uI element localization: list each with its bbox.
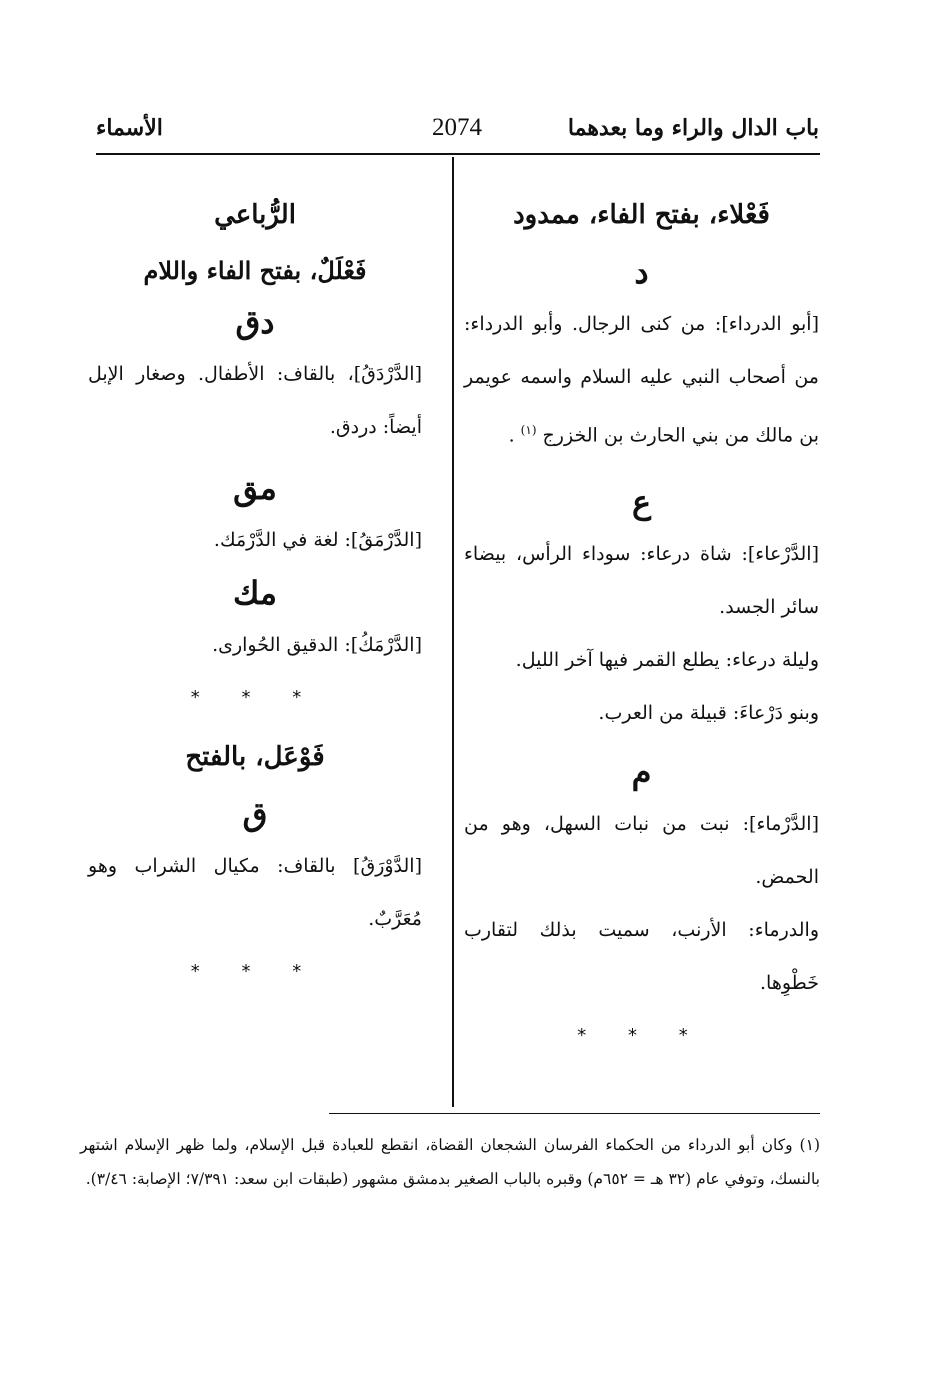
entry-darmak: [الدَّرْمَكُ]: الدقيق الحُوارى. <box>212 634 422 656</box>
entry-dawraq: [الدَّوْرَقُ] بالقاف: مكيال الشراب وهو مُعَرَّبٌ. <box>88 855 422 930</box>
entry-darmaq: [الدَّرْمَقُ]: لغة في الدَّرْمَك. <box>213 529 422 551</box>
letter-heading-dal: د <box>634 253 649 291</box>
footnote-marker: (١) <box>520 423 537 437</box>
separator-stars-2: * * * <box>190 961 320 982</box>
entry-text: [أبو الدرداء]: من كنى الرجال. وأبو الدرداء: من أصحاب النبي عليه السلام واسمه عويمر بن مالك من بني الحارث بن الخزرج <box>464 313 819 447</box>
entry-abu-darda <box>464 298 819 462</box>
section-title: الأسماء <box>96 115 163 141</box>
right-column <box>464 190 819 1062</box>
letter-heading-q: ق <box>242 795 268 833</box>
entry-end: . <box>508 424 515 447</box>
page-number: 2074 <box>432 114 482 141</box>
chapter-title: باب الدال والراء وما بعدهما <box>567 115 819 141</box>
entry-dara: [الدَّرْعاء]: شاة درعاء: سوداء الرأس، بيضاء سائر الجسد. <box>464 543 819 619</box>
entry-layla: وليلة درعاء: يطلع القمر فيها آخر الليل. <box>515 649 819 672</box>
letter-heading-dq: دق <box>235 303 275 341</box>
letter-heading-mim: م <box>631 753 652 792</box>
entry-darma: [الدَّرْماء]: نبت من نبات السهل، وهو من الحمض. <box>464 813 819 889</box>
separator-stars: * * * <box>577 1025 706 1047</box>
entry-dardaq: [الدَّرْدَقُ]، بالقاف: الأطفال. وصغار الإبل أيضاً: دردق. <box>88 363 422 438</box>
left-column <box>88 190 422 998</box>
pattern-heading: فَعْلاء، بفتح الفاء، ممدود <box>513 200 770 230</box>
letter-heading-mq: مق <box>233 469 277 507</box>
pattern-heading-fawal: فَوْعَل، بالفتح <box>185 742 325 772</box>
quadriliteral-heading: الرُّباعي <box>214 200 296 230</box>
separator-stars-1: * * * <box>190 687 320 708</box>
entry-banu: وبنو دَرْعاءَ: قبيلة من العرب. <box>598 702 819 725</box>
letter-heading-mk: مك <box>232 574 278 612</box>
pattern-heading-falal: فَعْلَلٌ، بفتح الفاء واللام <box>143 256 367 285</box>
footnote: (١) وكان أبو الدرداء من الحكماء الفرسان الشجعان القضاة، انقطع للعبادة قبل الإسلام، ولما ظهر الإسلام اشتهر بالنسك، وتوفي عام (٣٢ هـ = ٦٥٢م) وقبره بالباب الصغير بدمشق مشهور (طبقات ابن سعد: ٧/٣٩١؛ الإصابة: ٣/٤٦). <box>80 1136 820 1188</box>
header-rule <box>96 153 820 155</box>
entry-arnab: والدرماء: الأرنب، سميت بذلك لتقارب خَطْوِها. <box>464 919 819 995</box>
footnote-rule <box>329 1113 820 1114</box>
column-divider <box>452 157 454 1107</box>
letter-heading-ain: ع <box>631 483 652 522</box>
